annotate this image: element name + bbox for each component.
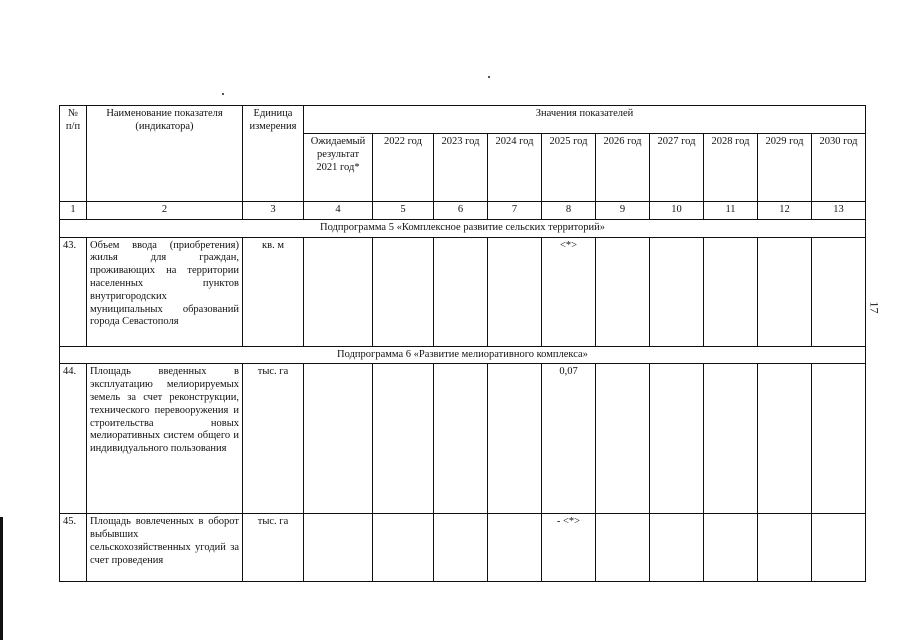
column-number: 5 [373, 202, 434, 220]
table-row [60, 514, 866, 582]
column-number: 7 [488, 202, 542, 220]
row-value [373, 514, 434, 582]
column-number: 3 [243, 202, 304, 220]
row-unit: кв. м [243, 237, 304, 346]
row-value [650, 364, 704, 514]
row-num: 43. [60, 237, 87, 346]
section-row [60, 346, 866, 364]
column-number: 6 [434, 202, 488, 220]
scan-edge-mark [0, 517, 3, 640]
header-year: 2027 год [650, 134, 704, 202]
row-value [650, 237, 704, 346]
row-value [758, 237, 812, 346]
row-value [596, 514, 650, 582]
row-value [704, 364, 758, 514]
row-indicator-name: Площадь введенных в эксплуатацию мелиорируемых земель за счет реконструкции, технического перевооружения и строительства новых мелиоративных систем общего и индивидуального пользования [87, 364, 243, 514]
row-value [596, 237, 650, 346]
row-value [434, 514, 488, 582]
header-year: 2023 год [434, 134, 488, 202]
table-row [60, 237, 866, 346]
column-number: 2 [87, 202, 243, 220]
header-year: 2025 год [542, 134, 596, 202]
row-value: <*> [542, 237, 596, 346]
row-value [434, 237, 488, 346]
page-number: 17 [867, 301, 882, 314]
row-value [812, 364, 866, 514]
column-number: 11 [704, 202, 758, 220]
header-year: 2030 год [812, 134, 866, 202]
row-num: 44. [60, 364, 87, 514]
row-value [704, 237, 758, 346]
row-value [304, 364, 373, 514]
column-number: 12 [758, 202, 812, 220]
row-unit: тыс. га [243, 514, 304, 582]
header-year: 2026 год [596, 134, 650, 202]
row-value [434, 364, 488, 514]
column-number: 10 [650, 202, 704, 220]
row-value: - <*> [542, 514, 596, 582]
header-year: 2029 год [758, 134, 812, 202]
header-values: Значения показателей [304, 106, 866, 134]
section-row [60, 219, 866, 237]
header-year: 2022 год [373, 134, 434, 202]
header-indicator-name: Наименование показателя (индикатора) [87, 106, 243, 202]
row-value [758, 364, 812, 514]
header-year: 2024 год [488, 134, 542, 202]
header-num: № п/п [60, 106, 87, 202]
row-indicator-name: Площадь вовлеченных в оборот выбывших сельскохозяйственных угодий за счет проведения [87, 514, 243, 582]
column-number-row [60, 202, 866, 220]
row-value [373, 237, 434, 346]
row-value [812, 237, 866, 346]
row-value [304, 237, 373, 346]
row-unit: тыс. га [243, 364, 304, 514]
column-number: 8 [542, 202, 596, 220]
row-value [304, 514, 373, 582]
row-value [488, 237, 542, 346]
row-indicator-name: Объем ввода (приобретения) жилья для граждан, проживающих на территории населенных пунктов внутригородских муниципальных образований города Севастополя [87, 237, 243, 346]
section-title: Подпрограмма 5 «Комплексное развитие сельских территорий» [60, 219, 866, 237]
row-value [704, 514, 758, 582]
table-row [60, 364, 866, 514]
row-value [812, 514, 866, 582]
column-number: 4 [304, 202, 373, 220]
row-value [488, 364, 542, 514]
column-number: 13 [812, 202, 866, 220]
column-number: 9 [596, 202, 650, 220]
header-year: 2028 год [704, 134, 758, 202]
row-value [488, 514, 542, 582]
indicators-table [59, 105, 866, 582]
row-num: 45. [60, 514, 87, 582]
section-title: Подпрограмма 6 «Развитие мелиоративного комплекса» [60, 346, 866, 364]
scan-speck [222, 93, 224, 95]
header-year: Ожидаемый результат 2021 год* [304, 134, 373, 202]
row-value [758, 514, 812, 582]
row-value [373, 364, 434, 514]
scan-speck [488, 76, 490, 78]
header-unit: Единица измерения [243, 106, 304, 202]
row-value [650, 514, 704, 582]
row-value [596, 364, 650, 514]
column-number: 1 [60, 202, 87, 220]
row-value: 0,07 [542, 364, 596, 514]
